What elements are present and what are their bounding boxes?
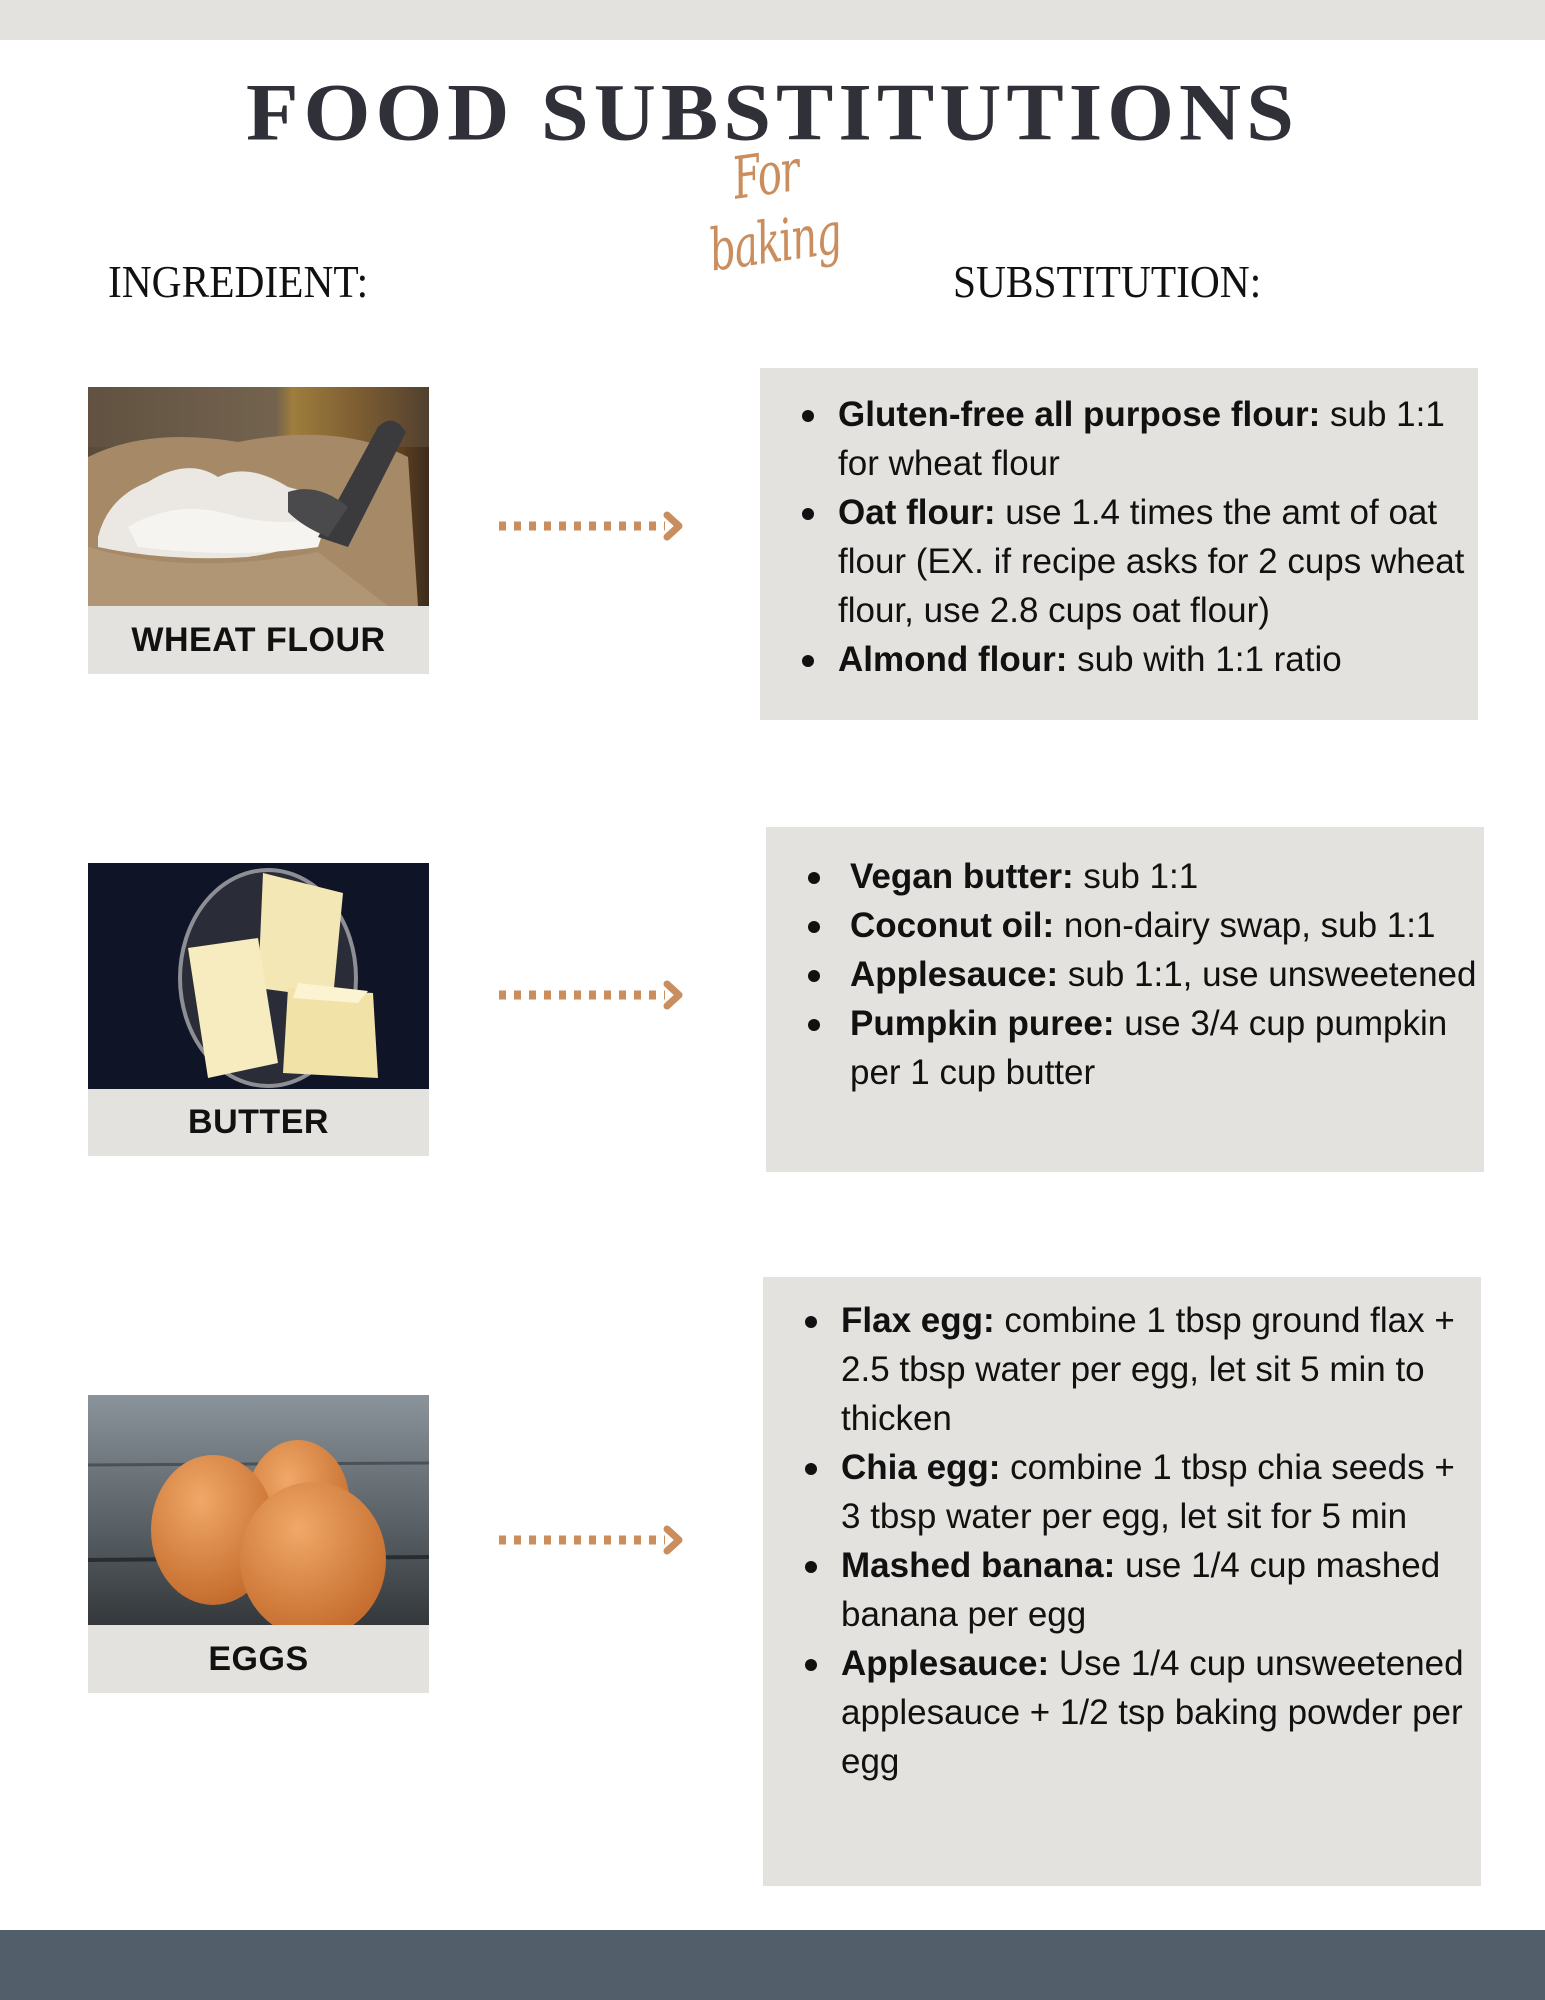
- dotted-arrow-icon: [497, 511, 687, 541]
- substitution-item: Applesauce: Use 1/4 cup unsweetened applesauce + 1/2 tsp baking powder per egg: [763, 1639, 1481, 1786]
- page-title: FOOD SUBSTITUTIONS: [245, 66, 1299, 158]
- substitution-column-heading: SUBSTITUTION:: [953, 256, 1262, 307]
- substitution-box-eggs: [763, 1277, 1481, 1886]
- substitution-item: Almond flour: sub with 1:1 ratio: [760, 635, 1478, 684]
- eggs-photo: [88, 1395, 429, 1625]
- substitution-list: [766, 852, 1484, 1097]
- substitution-box-wheat-flour: [760, 368, 1478, 720]
- ingredient-card-butter: [88, 863, 429, 1156]
- flour-sack-image-icon: [88, 387, 429, 606]
- butter-photo: [88, 863, 429, 1089]
- substitution-item: Oat flour: use 1.4 times the amt of oat flour (EX. if recipe asks for 2 cups wheat flour, use 2.8 cups oat flour): [760, 488, 1478, 635]
- ingredient-label: EGGS: [88, 1625, 429, 1693]
- ingredient-card-eggs: [88, 1395, 429, 1693]
- substitution-item: Chia egg: combine 1 tbsp chia seeds + 3 tbsp water per egg, let sit for 5 min: [763, 1443, 1481, 1541]
- substitution-item: Coconut oil: non-dairy swap, sub 1:1: [766, 901, 1484, 950]
- substitution-list: [763, 1296, 1481, 1786]
- dotted-arrow-icon: [497, 1525, 687, 1555]
- substitution-box-butter: [766, 827, 1484, 1172]
- butter-image-icon: [88, 863, 429, 1089]
- top-banner: [0, 0, 1545, 40]
- ingredient-label: WHEAT FLOUR: [88, 606, 429, 674]
- substitution-list: [760, 390, 1478, 684]
- substitution-item: Vegan butter: sub 1:1: [766, 852, 1484, 901]
- substitution-item: Flax egg: combine 1 tbsp ground flax + 2.5 tbsp water per egg, let sit 5 min to thicken: [763, 1296, 1481, 1443]
- substitution-item: Pumpkin puree: use 3/4 cup pumpkin per 1 cup butter: [766, 999, 1484, 1097]
- substitution-item: Gluten-free all purpose flour: sub 1:1 for wheat flour: [760, 390, 1478, 488]
- dotted-arrow-icon: [497, 980, 687, 1010]
- footer-bar: [0, 1930, 1545, 2000]
- eggs-image-icon: [88, 1395, 429, 1625]
- substitution-item: Mashed banana: use 1/4 cup mashed banana per egg: [763, 1541, 1481, 1639]
- substitution-item: Applesauce: sub 1:1, use unsweetened: [766, 950, 1484, 999]
- flour-photo: [88, 387, 429, 606]
- page-subtitle: For baking: [704, 136, 845, 285]
- ingredient-label: BUTTER: [88, 1089, 429, 1156]
- ingredient-column-heading: INGREDIENT:: [108, 256, 369, 307]
- ingredient-card-wheat-flour: [88, 387, 429, 674]
